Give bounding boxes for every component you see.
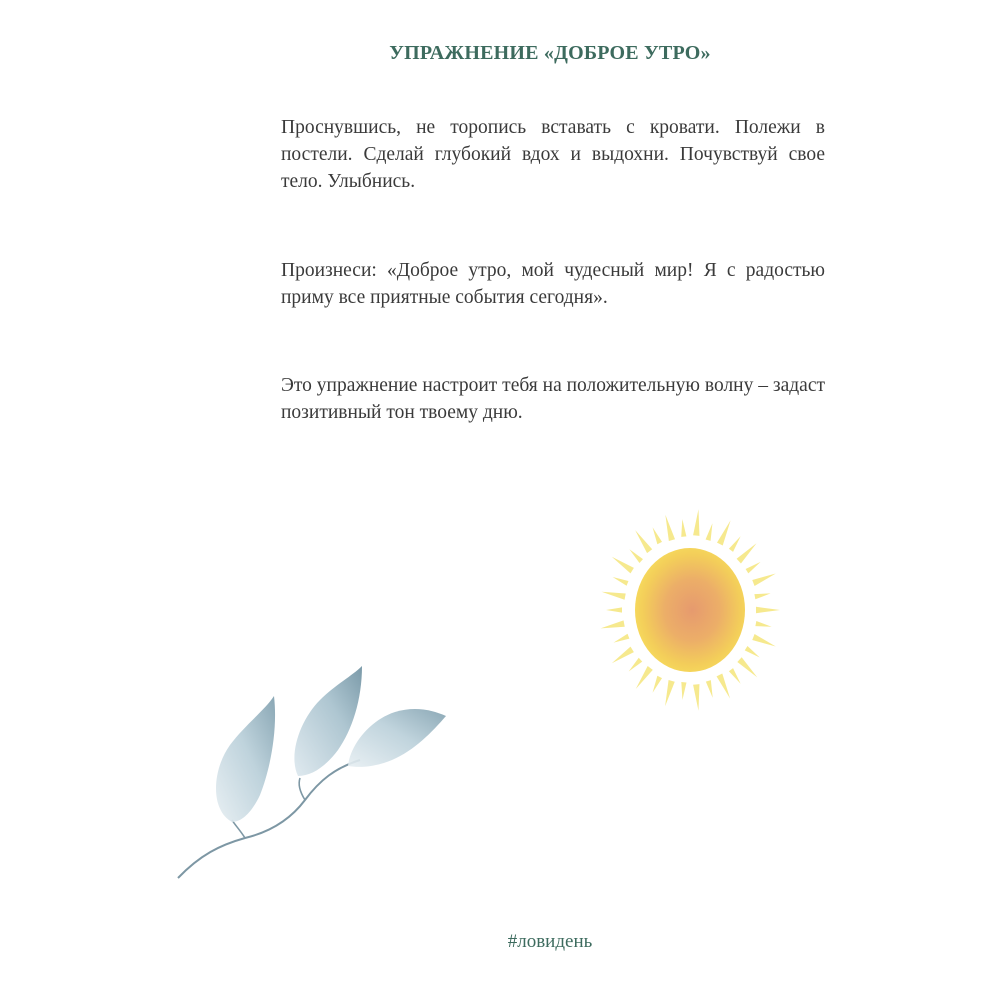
sun-ray (737, 543, 757, 563)
sun-ray (746, 562, 761, 573)
sun-ray (706, 680, 713, 698)
sun-ray (745, 646, 760, 657)
sun-ray (629, 549, 643, 563)
sun-ray (681, 519, 686, 537)
sun-ray (756, 607, 780, 613)
sun-ray (681, 682, 686, 700)
sun-ray (635, 530, 652, 553)
sun-ray (693, 684, 699, 711)
sun-ray (612, 647, 634, 664)
sun-ray (717, 674, 731, 699)
paragraph-2: Произнеси: «Доброе утро, мой чудесный мир! Я с радостью приму все приятные события сегодня». (281, 260, 825, 308)
page-title: УПРАЖНЕНИЕ «ДОБРОЕ УТРО» (389, 42, 711, 64)
sun-ray (755, 621, 771, 627)
sun-ray (636, 666, 653, 689)
hashtag: #ловидень (507, 931, 593, 952)
sun-ray (614, 634, 630, 643)
sun-ray (752, 634, 776, 647)
sun-ray (693, 509, 699, 536)
branch-stem (178, 760, 360, 878)
leaf (216, 696, 275, 822)
paragraph-1: Проснувшись, не торопись вставать с кровати. Полежи в постели. Сделай глубокий вдох и выдохни. Почувствуй свое тело. Улыбнись. (281, 117, 825, 192)
sun-ray (602, 592, 626, 600)
branch-twig (299, 778, 305, 800)
sun-ray (613, 577, 629, 586)
sun-core (635, 548, 745, 672)
sun-ray (606, 607, 622, 612)
sun-ray (752, 573, 776, 586)
sun-ray (717, 520, 731, 545)
sun-ray (729, 668, 741, 684)
sun-ray (601, 620, 625, 628)
sun-ray (737, 657, 757, 677)
branch-twig (232, 820, 245, 838)
sun-ray (612, 557, 634, 574)
sun-illustration (600, 496, 780, 720)
sun-ray (665, 515, 675, 541)
paragraph-3: Это упражнение настроит тебя на положительную волну – задаст позитивный тон твоему дню. (281, 375, 825, 423)
sun-ray (629, 658, 643, 672)
sun-ray (754, 593, 770, 599)
sun-ray (653, 676, 662, 693)
leaf (348, 709, 446, 767)
sun-ray (706, 523, 713, 541)
leaf-branch-illustration (170, 660, 460, 885)
sun-ray (665, 680, 675, 706)
sun-ray (653, 527, 662, 544)
sun-ray (729, 536, 741, 552)
